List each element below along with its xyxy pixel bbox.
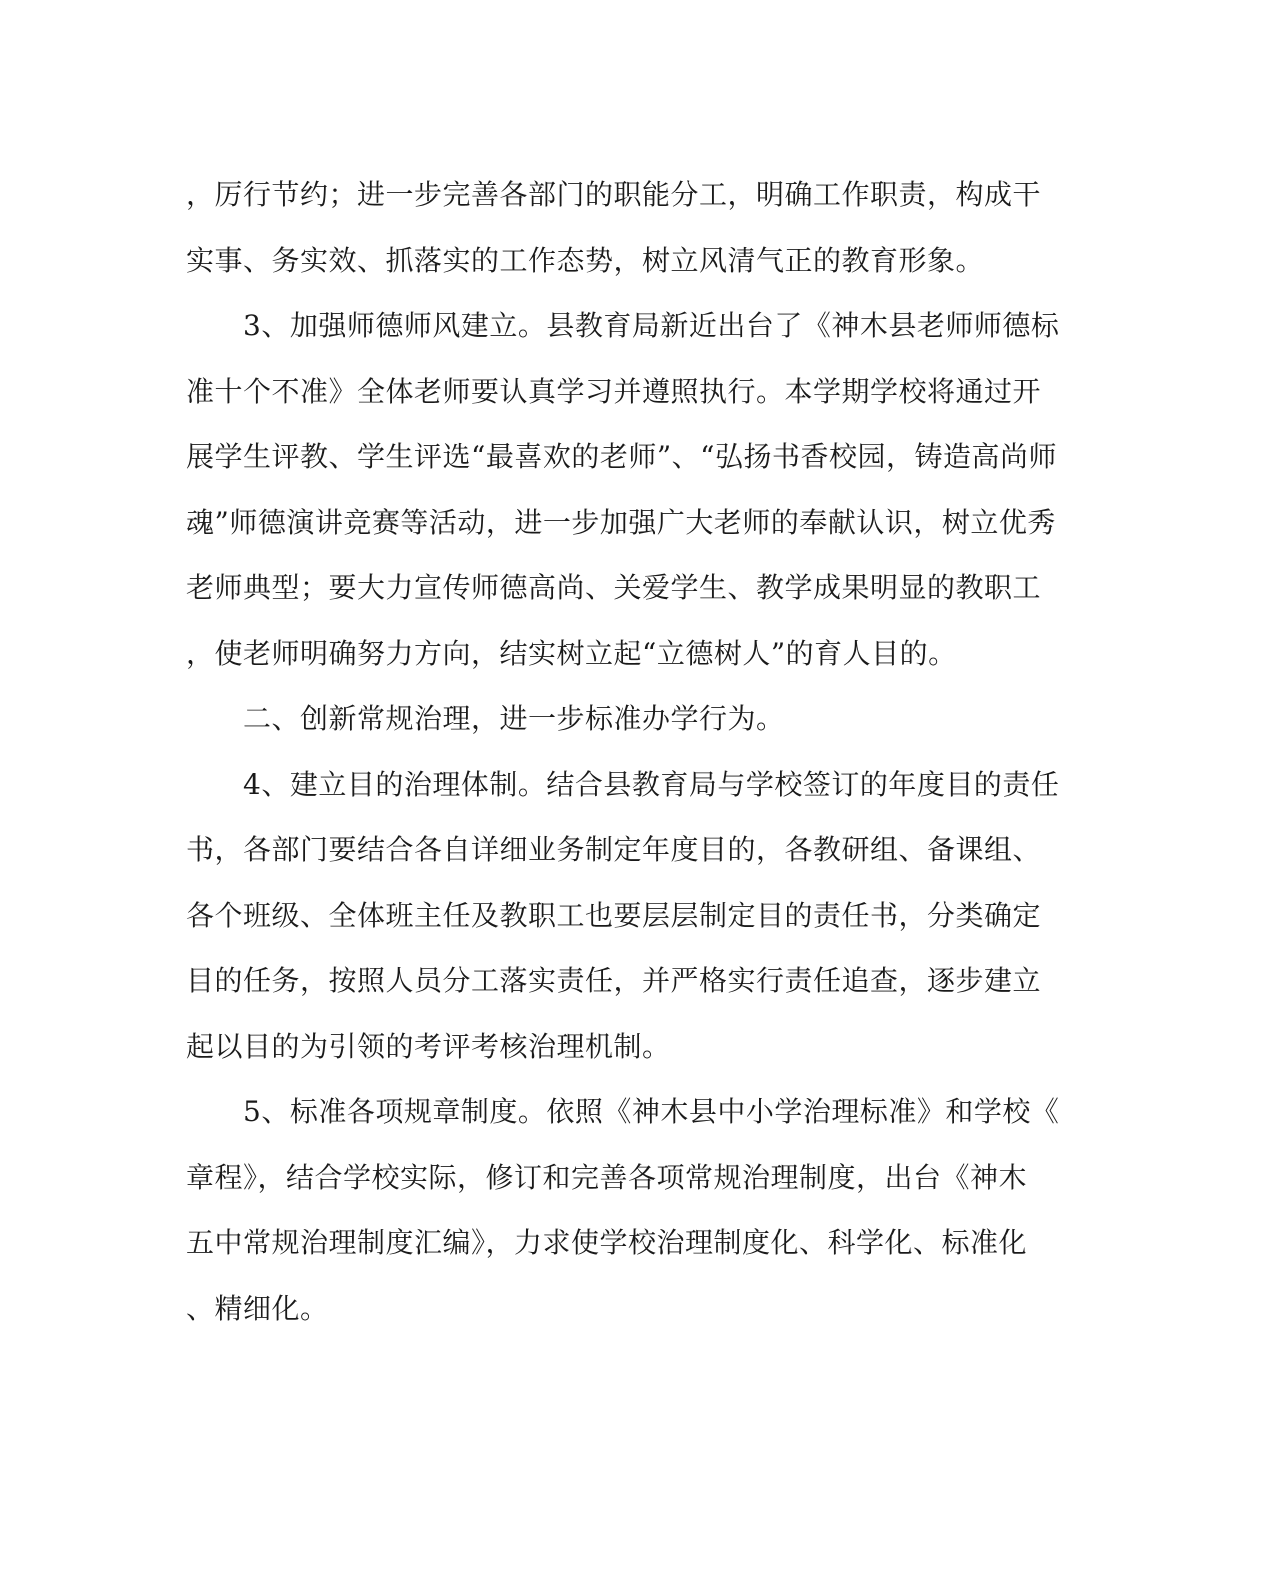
text-line: ，使老师明确努力方向，结实树立起“立德树人”的育人目的。	[186, 636, 957, 670]
text-line: ，厉行节约；进一步完善各部门的职能分工，明确工作职责，构成干	[186, 178, 1042, 211]
text-line: 五中常规治理制度汇编》，力求使学校治理制度化、科学化、标准化	[186, 1226, 1028, 1259]
section-heading: 二、创新常规治理，进一步标准办学行为。	[243, 702, 785, 735]
text-line: 书，各部门要结合各自详细业务制定年度目的，各教研组、备课组、	[186, 833, 1042, 866]
text-line: 各个班级、全体班主任及教职工也要层层制定目的责任书，分类确定	[186, 898, 1042, 932]
text-line: 实事、务实效、抓落实的工作态势，树立风清气正的教育形象。	[186, 243, 985, 277]
text-line: 章程》，结合学校实际，修订和完善各项常规治理制度，出台《神木	[186, 1160, 1028, 1194]
text-line: 准十个不准》全体老师要认真学习并遵照执行。本学期学校将通过开	[186, 374, 1042, 408]
text-line: 魂”师德演讲竞赛等活动，进一步加强广大老师的奉献认识，树立优秀	[186, 505, 1056, 539]
body-text	[186, 162, 1066, 1341]
text-line: 起以目的为引领的考评考核治理机制。	[186, 1029, 671, 1063]
text-line: 目的任务，按照人员分工落实责任，并严格实行责任追查，逐步建立	[186, 964, 1042, 997]
text-line: 展学生评教、学生评选“最喜欢的老师”、“弘扬书香校园，铸造高尚师	[186, 440, 1057, 473]
text-line: 老师典型；要大力宣传师德高尚、关爱学生、教学成果明显的教职工	[186, 571, 1042, 604]
text-line: 、精细化。	[186, 1291, 329, 1325]
paragraph-start-line: 4、建立目的治理体制。结合县教育局与学校签订的年度目的责任	[243, 767, 1060, 801]
paragraph-start-line: 5、标准各项规章制度。依照《神木县中小学治理标准》和学校《	[243, 1095, 1060, 1128]
paragraph-start-line: 3、加强师德师风建立。县教育局新近出台了《神木县老师师德标	[243, 309, 1060, 342]
